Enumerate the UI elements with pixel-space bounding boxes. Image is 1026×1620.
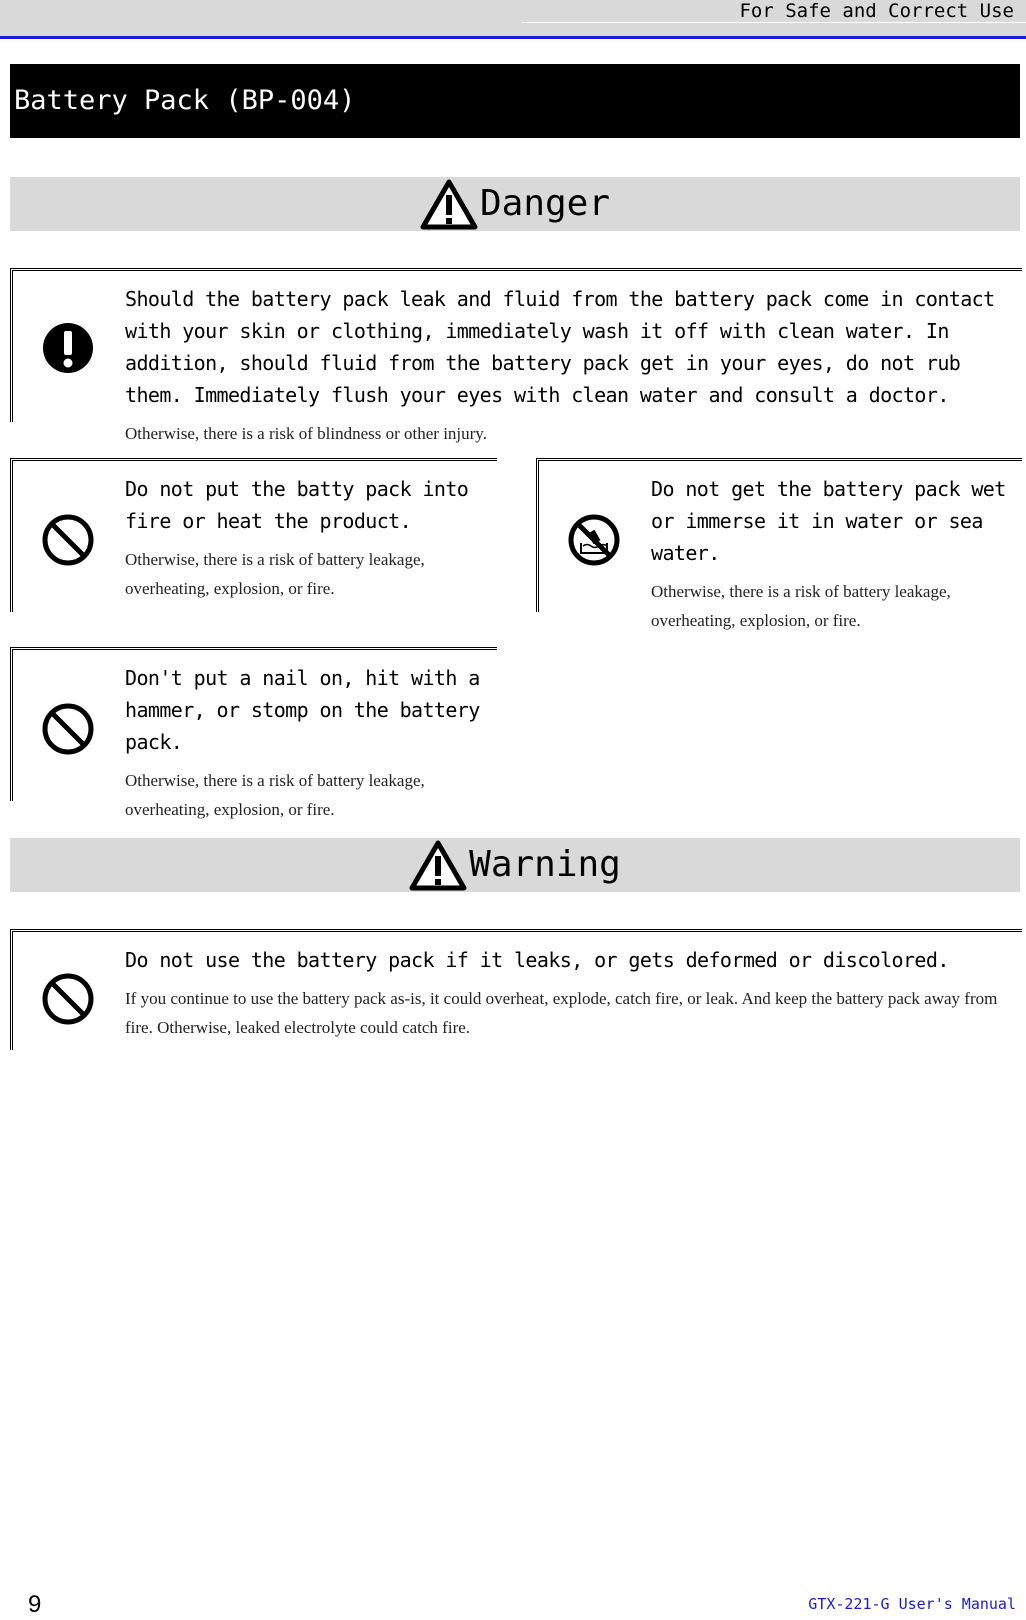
danger-band [10, 177, 1020, 231]
warning-item-1-sub: If you continue to use the battery pack as-is, it could overheat, explode, catch fire, or leak. And keep the battery pack away from fire. Otherwise, leaked electrolyte could catch fire. [125, 989, 998, 1037]
danger-item-3 [536, 458, 1022, 630]
danger-item-4-main: Don't put a nail on, hit with a hammer, or stomp on the battery pack. [125, 666, 480, 754]
warning-item-1 [10, 929, 1022, 1050]
page-number: 9 [28, 1591, 42, 1618]
warning-band [10, 838, 1020, 892]
danger-item-3-sub: Otherwise, there is a risk of battery leakage, overheating, explosion, or fire. [651, 582, 951, 630]
footer-manual-title: GTX-221-G User's Manual [808, 1595, 1016, 1613]
prohibition-icon [41, 513, 95, 567]
danger-item-2-main: Do not put the batty pack into fire or heat the product. [125, 477, 469, 533]
danger-label: Danger [479, 183, 611, 224]
warning-triangle-icon [420, 178, 478, 230]
danger-item-3-main: Do not get the battery pack wet or immerse it in water or sea water. [651, 477, 1006, 565]
warning-triangle-icon [409, 839, 467, 891]
header-title: For Safe and Correct Use [739, 0, 1014, 22]
section-title: Battery Pack (BP-004) [10, 64, 1020, 138]
mandatory-exclamation-icon [41, 321, 95, 375]
danger-item-1 [10, 268, 1022, 443]
danger-item-1-main: Should the battery pack leak and fluid from the battery pack come in contact with your skin or clothing, immediately wash it off with clean water. In addition, should fluid from the battery pack get in your eyes, do not rub them. Immediately flush your eyes with clean water and consult a doctor. [125, 287, 995, 407]
prohibition-icon [41, 702, 95, 756]
danger-item-1-sub: Otherwise, there is a risk of blindness or other injury. [125, 424, 487, 443]
danger-item-2-sub: Otherwise, there is a risk of battery leakage, overheating, explosion, or fire. [125, 550, 425, 598]
prohibition-icon [41, 972, 95, 1026]
danger-item-2 [10, 458, 497, 612]
page-header [0, 0, 1026, 39]
danger-item-4 [10, 647, 497, 819]
warning-item-1-main: Do not use the battery pack if it leaks, or gets deformed or discolored. [125, 948, 949, 972]
warning-label: Warning [469, 844, 621, 885]
no-water-icon [567, 513, 621, 567]
danger-item-4-sub: Otherwise, there is a risk of battery leakage, overheating, explosion, or fire. [125, 771, 425, 819]
